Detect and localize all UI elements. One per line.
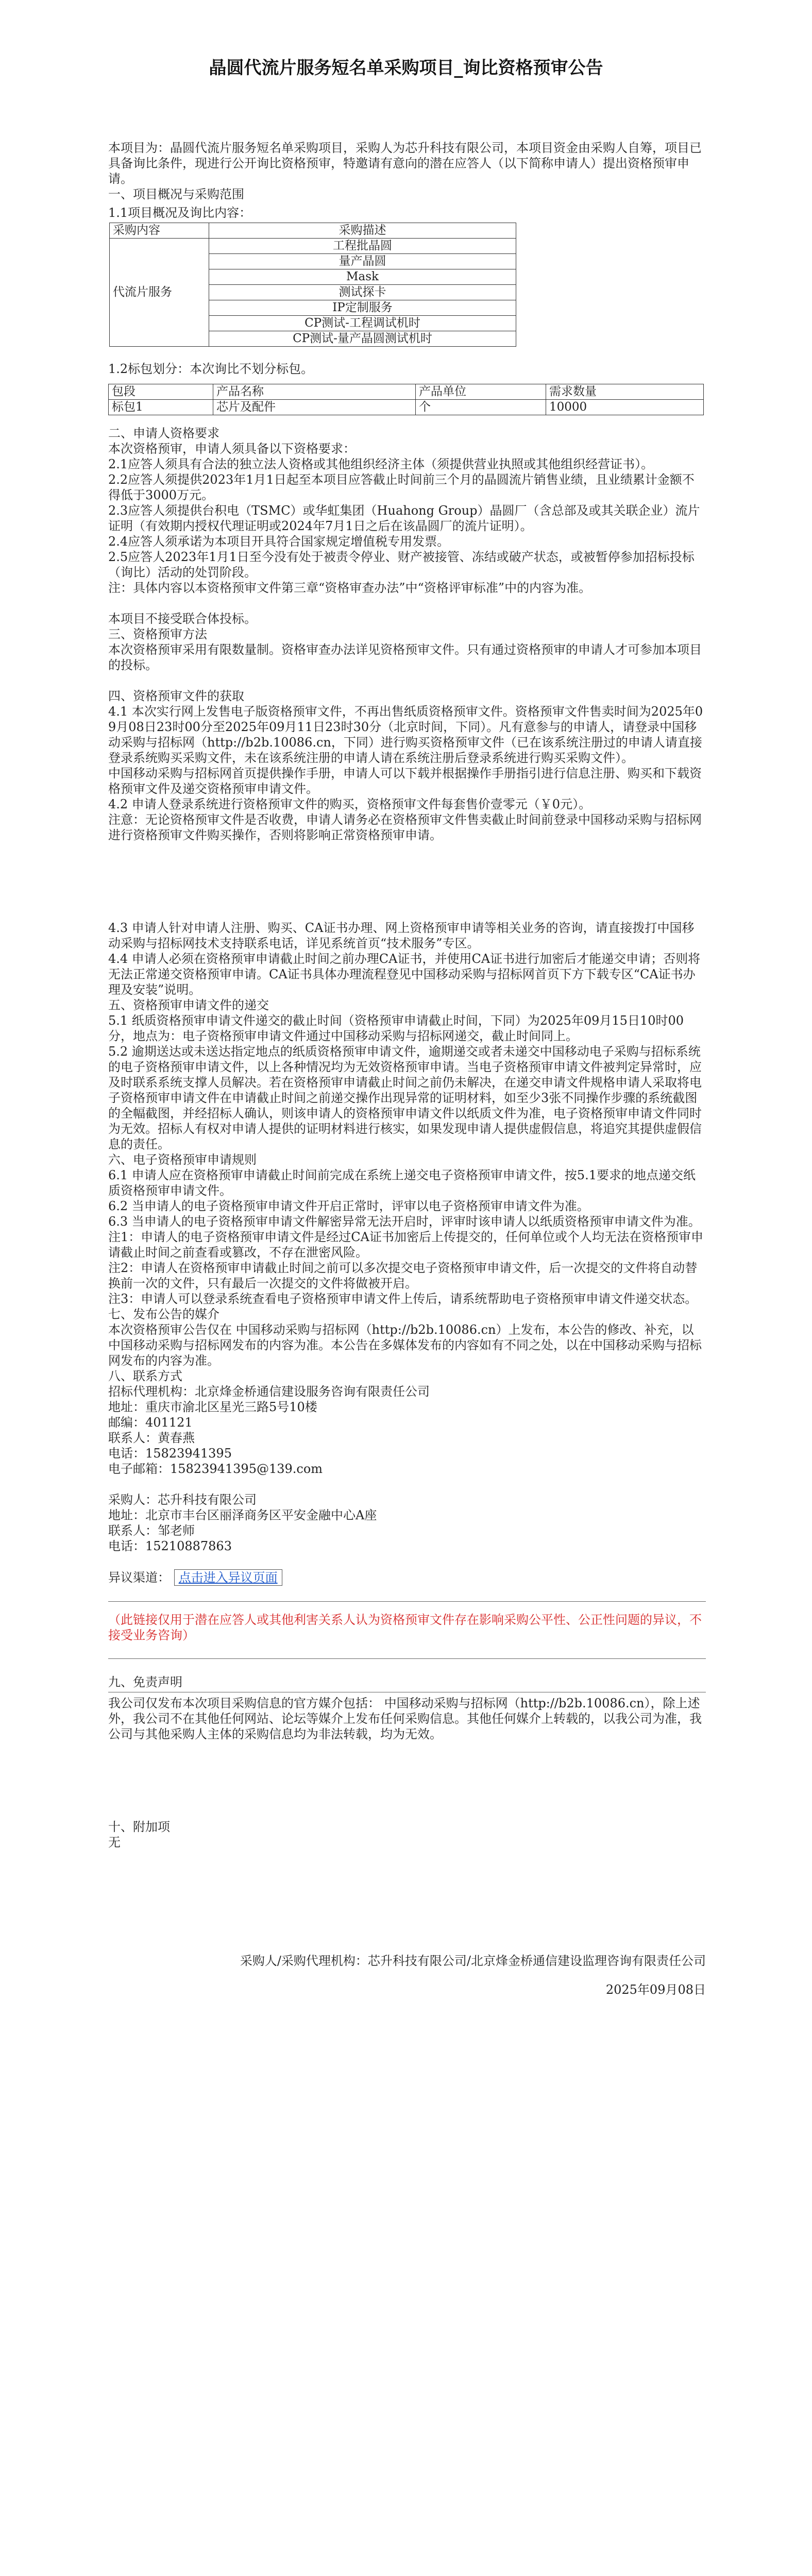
table-header-cell: 产品名称 bbox=[213, 384, 416, 400]
section-4-3: 4.3 申请人针对申请人注册、购买、CA证书办理、网上资格预审申请等相关业务的咨询，请直接拨打中国移动采购与招标网技术支持联系电话，详见系统首页“技术服务”专区。 bbox=[108, 921, 695, 951]
table-cell: 测试探卡 bbox=[209, 285, 516, 300]
section-6-1: 6.1 申请人应在资格预审申请截止时间前完成在系统上递交电子资格预审申请文件，按5.1要求的地点递交纸质资格预审申请文件。 bbox=[108, 1168, 696, 1198]
table-row bbox=[109, 384, 704, 400]
requirement-2-4: 2.4应答人须承诺为本项目开具符合国家规定增值税专用发票。 bbox=[108, 534, 450, 549]
table-cell: 工程批晶圆 bbox=[209, 239, 516, 254]
requirement-2-3: 2.3应答人须提供台积电（TSMC）或华虹集团（Huahong Group）晶圆厂（含总部及或其关联企业）流片证明（有效期内授权代理证明或2024年7月1日之后在该晶圆厂的流片证明）。 bbox=[108, 503, 700, 533]
table-cell: 标包1 bbox=[109, 400, 213, 415]
consortium-note: 本项目不接受联合体投标。 bbox=[108, 612, 257, 626]
procurement-content-table bbox=[109, 223, 516, 347]
intro-paragraph: 本项目为：晶圆代流片服务短名单采购项目，采购人为芯升科技有限公司，本项目资金由采购人自筹，项目已具备询比条件，现进行公开询比资格预审，特邀请有意向的潜在应答人（以下简称申请人）提出资格预审申请。 bbox=[108, 141, 702, 186]
table-header-cell: 包段 bbox=[109, 384, 213, 400]
section-5-heading: 五、资格预审申请文件的递交 bbox=[108, 998, 269, 1012]
buyer-address: 地址：北京市丰台区丽泽商务区平安金融中心A座 bbox=[108, 1508, 377, 1522]
table-row bbox=[110, 223, 516, 239]
section-7-heading: 七、发布公告的媒介 bbox=[108, 1307, 219, 1321]
dispute-row bbox=[108, 1569, 706, 1586]
agency-zip: 邮编：401121 bbox=[108, 1415, 193, 1430]
section-1-1: 1.1项目概况及询比内容： bbox=[108, 206, 252, 220]
section-1-2: 1.2标包划分：本次询比不划分标包。 bbox=[108, 362, 314, 376]
buyer-contact: 联系人：邹老师 bbox=[108, 1523, 195, 1538]
table-row bbox=[109, 400, 704, 415]
table-cell: Mask bbox=[209, 269, 516, 285]
section-6-note-1: 注1：申请人的电子资格预审申请文件是经过CA证书加密后上传提交的，任何单位或个人均无法在资格预审申请截止时间之前查看或篡改，不存在泄密风险。 bbox=[108, 1230, 703, 1260]
signature-date: 2025年09月08日 bbox=[605, 1982, 706, 1997]
agency-email: 电子邮箱：15823941395@139.com bbox=[108, 1462, 323, 1476]
table-header-cell: 产品单位 bbox=[416, 384, 546, 400]
agency-phone: 电话：15823941395 bbox=[108, 1446, 232, 1461]
requirement-2-5: 2.5应答人2023年1月1日至今没有处于被责令停业、财产被接管、冻结或破产状态，或被暂停参加招标投标（询比）活动的处罚阶段。 bbox=[108, 550, 695, 580]
section-9-body: 我公司仅发布本次项目采购信息的官方媒介包括： 中国移动采购与招标网（http://b2b.10086.cn），除上述外，我公司不在其他任何网站、论坛等媒介上发布任何采购信息。其他任何媒介上转载的，以我公司为准，我公司与其他采购人主体的采购信息均为非法转载，均为无效。 bbox=[108, 1696, 702, 1741]
dispute-link-box[interactable] bbox=[174, 1569, 282, 1586]
section-4-1b: 中国移动采购与招标网首页提供操作手册，申请人可以下载并根据操作手册指引进行信息注册、购买和下载资格预审文件及递交资格预审申请文件。 bbox=[108, 766, 702, 796]
signature-line: 采购人/采购代理机构：芯升科技有限公司/北京烽金桥通信建设监理咨询有限责任公司 bbox=[240, 1954, 706, 1968]
agency-contact: 联系人：黄春燕 bbox=[108, 1431, 195, 1445]
agency-address: 地址：重庆市渝北区星光三路5号10楼 bbox=[108, 1400, 317, 1414]
table-cell: CP测试-量产晶圆测试机时 bbox=[209, 331, 516, 347]
section-4-heading: 四、资格预审文件的获取 bbox=[108, 689, 244, 703]
agency-name: 招标代理机构：北京烽金桥通信建设服务咨询有限责任公司 bbox=[108, 1384, 430, 1399]
table-cell: 10000 bbox=[546, 400, 704, 415]
section-1-heading: 一、项目概况与采购范围 bbox=[108, 187, 244, 201]
section-6-3: 6.3 当申请人的电子资格预审申请文件解密异常无法开启时，评审时该申请人以纸质资格预审申请文件为准。 bbox=[108, 1214, 701, 1229]
divider bbox=[108, 1601, 706, 1602]
dispute-note: （此链接仅用于潜在应答人或其他利害关系人认为资格预审文件存在影响采购公平性、公正性问题的异议，不接受业务咨询） bbox=[108, 1613, 702, 1642]
requirement-note: 注：具体内容以本资格预审文件第三章“资格审查办法”中“资格评审标准”中的内容为准。 bbox=[108, 581, 591, 595]
table-cell: CP测试-工程调试机时 bbox=[209, 316, 516, 331]
page-title: 晶圆代流片服务短名单采购项目_询比资格预审公告 bbox=[209, 58, 603, 78]
requirement-2-1: 2.1应答人须具有合法的独立法人资格或其他组织经济主体（须提供营业执照或其他组织经营证书）。 bbox=[108, 457, 654, 471]
section-3-heading: 三、资格预审方法 bbox=[108, 627, 207, 641]
table-cell: 量产晶圆 bbox=[209, 254, 516, 269]
table-cell: 个 bbox=[416, 400, 546, 415]
section-6-heading: 六、电子资格预审申请规则 bbox=[108, 1153, 257, 1167]
section-6-note-3: 注3：申请人可以登录系统查看电子资格预审申请文件上传后，请系统帮助电子资格预审申请文件递交状态。 bbox=[108, 1292, 698, 1306]
section-6-2: 6.2 当申请人的电子资格预审申请文件开启正常时，评审以电子资格预审申请文件为准。 bbox=[108, 1199, 589, 1213]
section-8-heading: 八、联系方式 bbox=[108, 1369, 182, 1383]
section-2-heading: 二、申请人资格要求 bbox=[108, 426, 219, 440]
table-header-cell: 采购描述 bbox=[209, 223, 516, 239]
section-9-heading: 九、免责声明 bbox=[108, 1675, 182, 1689]
document-body bbox=[108, 140, 706, 1997]
buyer-phone: 电话：15210887863 bbox=[108, 1539, 232, 1553]
section-10-body: 无 bbox=[108, 1835, 121, 1850]
lot-table bbox=[108, 384, 704, 415]
section-4-1: 4.1 本次实行网上发售电子版资格预审文件，不再出售纸质资格预审文件。资格预审文件售卖时间为2025年09月08日23时00分至2025年09月11日23时30分（北京时间，下同）。凡有意参与的申请人，请登录中国移动采购与招标网（http://b2b.10086.cn，下同）进行购买资格预审文件（已在该系统注册过的申请人请直接登录系统购买采购文件，未在该系统注册的申请人请在系统注册后登录系统进行购买采购文件）。 bbox=[108, 704, 703, 765]
section-5-2: 5.2 逾期送达或未送达指定地点的纸质资格预审申请文件，逾期递交或者未递交中国移动电子采购与招标系统的电子资格预审申请文件，以上各种情况均为无效资格预审申请。当电子资格预审申请文件被判定异常时，应及时联系系统支撑人员解决。若在资格预审申请截止时间之前仍未解决，在递交申请文件规格申请人采取将电子资格预审申请文件在申请截止时间之前递交操作出现异常的证明材料，如至少3张不同操作步骤的系统截图的全幅截图，并经招标人确认，则该申请人的资格预审申请文件以纸质文件为准，电子资格预审申请文件同时为无效。招标人有权对申请人提供的证明材料进行核实，如果发现申请人提供虚假信息，将追究其提供虚假信息的责任。 bbox=[108, 1044, 702, 1151]
table-header-cell: 需求数量 bbox=[546, 384, 704, 400]
service-name-cell: 代流片服务 bbox=[110, 239, 209, 347]
requirement-2-2: 2.2应答人须提供2023年1月1日起至本项目应答截止时间前三个月的晶圆流片销售业绩，且业绩累计金额不得低于3000万元。 bbox=[108, 472, 695, 502]
table-row bbox=[110, 239, 516, 254]
section-10-heading: 十、附加项 bbox=[108, 1820, 170, 1834]
section-4-note: 注意：无论资格预审文件是否收费，申请人请务必在资格预审文件售卖截止时间前登录中国移动采购与招标网进行资格预审文件购买操作，否则将影响正常资格预审申请。 bbox=[108, 812, 702, 842]
section-4-4: 4.4 申请人必须在资格预审申请截止时间之前办理CA证书，并使用CA证书进行加密后才能递交申请；否则将无法正常递交资格预审申请。CA证书具体办理流程登见中国移动采购与招标网首页下方下载专区“CA证书办理及安装”说明。 bbox=[108, 952, 701, 997]
table-cell: 芯片及配件 bbox=[213, 400, 416, 415]
section-7-body: 本次资格预审公告仅在 中国移动采购与招标网（http://b2b.10086.cn）上发布，本公告的修改、补充，以中国移动采购与招标网发布的内容为准。本公告在多媒体发布的内容如有不同之处，以在中国移动采购与招标网发布的内容为准。 bbox=[108, 1323, 702, 1368]
dispute-label: 异议渠道： bbox=[108, 1570, 170, 1585]
section-6-note-2: 注2：申请人在资格预审申请截止时间之前可以多次提交电子资格预审申请文件，后一次提交的文件将自动替换前一次的文件，只有最后一次提交的文件将做被开启。 bbox=[108, 1261, 698, 1291]
buyer-name: 采购人：芯升科技有限公司 bbox=[108, 1493, 257, 1507]
divider bbox=[108, 1658, 706, 1659]
dispute-link[interactable]: 点击进入异议页面 bbox=[178, 1570, 278, 1585]
section-2-intro: 本次资格预审，申请人须具备以下资格要求： bbox=[108, 442, 356, 456]
section-4-2: 4.2 申请人登录系统进行资格预审文件的购买，资格预审文件每套售价壹零元（￥0元）。 bbox=[108, 797, 591, 811]
table-header-cell: 采购内容 bbox=[110, 223, 209, 239]
section-3-body: 本次资格预审采用有限数量制。资格审查办法详见资格预审文件。只有通过资格预审的申请人才可参加本项目的投标。 bbox=[108, 642, 702, 672]
section-5-1: 5.1 纸质资格预审申请文件递交的截止时间（资格预审申请截止时间，下同）为2025年09月15日10时00分，地点为：电子资格预审申请文件通过中国移动采购与招标网递交，截止时间同上。 bbox=[108, 1013, 684, 1043]
table-cell: IP定制服务 bbox=[209, 300, 516, 316]
